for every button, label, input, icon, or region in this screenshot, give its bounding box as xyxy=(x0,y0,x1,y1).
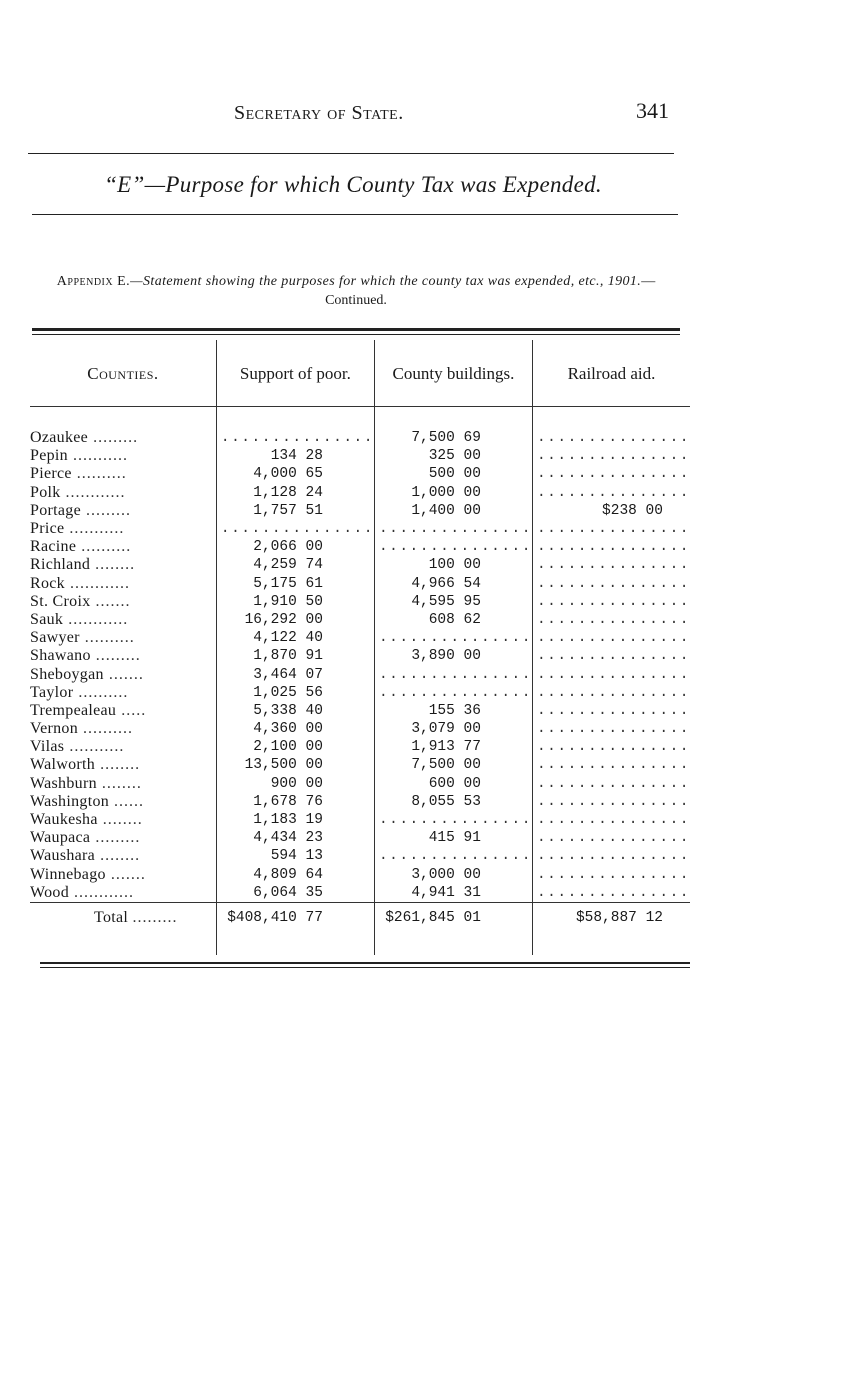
county-buildings-cell: 325 00 xyxy=(374,447,532,465)
dot-leader: ............... xyxy=(536,448,690,465)
county-cell: Taylor .......... xyxy=(30,683,129,701)
county-buildings-cell: 415 91 xyxy=(374,829,532,847)
total-label: Total xyxy=(94,908,129,926)
dot-leader: ............... xyxy=(220,430,374,447)
table-top-rule-thick xyxy=(32,328,680,331)
county-name: Winnebago xyxy=(30,865,106,883)
railroad-aid-cell xyxy=(532,702,690,720)
support-of-poor-cell: 16,292 00 xyxy=(216,611,374,629)
dot-leader: ............... xyxy=(536,539,690,556)
county-tax-table xyxy=(30,340,690,955)
county-name: Wood xyxy=(30,883,70,901)
county-buildings-cell: 7,500 00 xyxy=(374,756,532,774)
dot-leader: ............... xyxy=(536,775,690,792)
support-of-poor-cell: 4,360 00 xyxy=(216,720,374,738)
appendix-lead: Appendix E. xyxy=(56,274,131,289)
dot-leader: ............... xyxy=(378,684,532,701)
county-name: Waushara xyxy=(30,847,96,865)
table-bottom-rule-thin xyxy=(40,967,690,968)
support-of-poor-cell: 4,000 65 xyxy=(216,465,374,483)
railroad-aid-cell xyxy=(532,629,690,647)
dot-leader: ............... xyxy=(378,666,532,683)
railroad-aid-cell xyxy=(532,429,690,447)
county-buildings-cell: 155 36 xyxy=(374,702,532,720)
table-row xyxy=(30,629,690,647)
dot-leader: ............... xyxy=(536,866,690,883)
railroad-aid-cell xyxy=(532,611,690,629)
support-of-poor-cell xyxy=(216,520,374,538)
dot-leader: ............... xyxy=(536,575,690,592)
railroad-aid-cell xyxy=(532,756,690,774)
support-of-poor-cell: 134 28 xyxy=(216,447,374,465)
county-name: Washburn xyxy=(30,774,97,792)
table-row xyxy=(30,484,690,502)
county-cell: Vernon .......... xyxy=(30,720,134,738)
column-header-railroad-aid: Railroad aid. xyxy=(532,340,690,407)
county-buildings-cell xyxy=(374,520,532,538)
dot-leader: ............... xyxy=(378,630,532,647)
table-header-row xyxy=(30,340,690,407)
dot-leader: ............... xyxy=(536,757,690,774)
dot-leader: ............... xyxy=(378,521,532,538)
county-name: Shawano xyxy=(30,647,91,665)
support-of-poor-cell: 1,870 91 xyxy=(216,647,374,665)
county-buildings-cell: 4,941 31 xyxy=(374,884,532,903)
column-header-county-buildings: County buildings. xyxy=(374,340,532,407)
table-body xyxy=(30,407,690,903)
county-cell: Waupaca ......... xyxy=(30,829,141,847)
county-buildings-cell: 3,079 00 xyxy=(374,720,532,738)
county-cell: Vilas ........... xyxy=(30,738,125,756)
support-of-poor-cell: 4,122 40 xyxy=(216,629,374,647)
county-buildings-cell: 8,055 53 xyxy=(374,793,532,811)
railroad-aid-cell xyxy=(532,447,690,465)
county-name: Sawyer xyxy=(30,629,80,647)
county-buildings-cell: 3,890 00 xyxy=(374,647,532,665)
total-label-cell: Total ......... xyxy=(30,902,216,955)
table-row xyxy=(30,738,690,756)
support-of-poor-cell: 1,678 76 xyxy=(216,793,374,811)
county-name: Richland xyxy=(30,556,91,574)
dot-leader: ............... xyxy=(378,539,532,556)
county-cell: St. Croix ....... xyxy=(30,592,131,610)
table-row xyxy=(30,447,690,465)
county-buildings-cell: 4,595 95 xyxy=(374,593,532,611)
support-of-poor-cell: 5,175 61 xyxy=(216,575,374,593)
support-of-poor-cell xyxy=(216,429,374,447)
dot-leader: ............... xyxy=(536,557,690,574)
total-railroad-aid: $58,887 12 xyxy=(532,902,690,955)
railroad-aid-cell xyxy=(532,665,690,683)
table-top-rule-thin xyxy=(32,334,680,335)
county-name: Pierce xyxy=(30,465,72,483)
table-row xyxy=(30,884,690,903)
dot-leader: ............... xyxy=(536,830,690,847)
county-name: Walworth xyxy=(30,756,96,774)
county-cell: Pierce .......... xyxy=(30,465,127,483)
table-row xyxy=(30,502,690,520)
railroad-aid-cell xyxy=(532,811,690,829)
dot-leader: ............... xyxy=(536,739,690,756)
column-header-support-of-poor: Support of poor. xyxy=(216,340,374,407)
railroad-aid-cell xyxy=(532,829,690,847)
support-of-poor-cell: 2,100 00 xyxy=(216,738,374,756)
county-name: Vilas xyxy=(30,738,65,756)
railroad-aid-cell xyxy=(532,793,690,811)
column-header-counties: Counties. xyxy=(30,340,216,407)
appendix-continued: —Continued. xyxy=(325,274,656,308)
support-of-poor-cell: 3,464 07 xyxy=(216,665,374,683)
county-cell: Sheboygan ....... xyxy=(30,665,144,683)
county-cell: Portage ......... xyxy=(30,501,131,519)
county-cell: Pepin ........... xyxy=(30,447,128,465)
railroad-aid-cell xyxy=(532,775,690,793)
county-cell: Winnebago ....... xyxy=(30,865,146,883)
table-row xyxy=(30,775,690,793)
table-row xyxy=(30,556,690,574)
county-buildings-cell: 3,000 00 xyxy=(374,866,532,884)
county-buildings-cell: 608 62 xyxy=(374,611,532,629)
county-buildings-cell xyxy=(374,629,532,647)
railroad-aid-cell xyxy=(532,556,690,574)
support-of-poor-cell: 594 13 xyxy=(216,847,374,865)
county-buildings-cell: 4,966 54 xyxy=(374,575,532,593)
county-name: Vernon xyxy=(30,720,79,738)
county-buildings-cell xyxy=(374,665,532,683)
dot-leader: ............... xyxy=(536,666,690,683)
table-row xyxy=(30,829,690,847)
county-cell: Richland ........ xyxy=(30,556,136,574)
county-buildings-cell: 500 00 xyxy=(374,465,532,483)
dot-leader: ............... xyxy=(536,430,690,447)
county-name: St. Croix xyxy=(30,592,91,610)
dot-leader: ............... xyxy=(536,648,690,665)
support-of-poor-cell: 900 00 xyxy=(216,775,374,793)
county-buildings-cell xyxy=(374,684,532,702)
county-name: Pepin xyxy=(30,447,68,465)
county-cell: Waushara ........ xyxy=(30,847,141,865)
county-name: Waukesha xyxy=(30,811,98,829)
county-buildings-cell: 1,913 77 xyxy=(374,738,532,756)
table-row xyxy=(30,465,690,483)
table-row xyxy=(30,702,690,720)
railroad-aid-cell xyxy=(532,465,690,483)
county-buildings-cell xyxy=(374,811,532,829)
table-row xyxy=(30,575,690,593)
dot-leader: ............... xyxy=(536,702,690,719)
page-header xyxy=(0,98,844,128)
county-name: Taylor xyxy=(30,683,74,701)
county-name: Rock xyxy=(30,574,65,592)
table-row xyxy=(30,720,690,738)
dot-leader: ............... xyxy=(536,884,690,901)
railroad-aid-cell xyxy=(532,847,690,865)
dot-leader: ............... xyxy=(536,721,690,738)
railroad-aid-cell: $238 00 xyxy=(532,502,690,520)
total-row xyxy=(30,902,690,955)
county-buildings-cell: 100 00 xyxy=(374,556,532,574)
dot-leader: ............... xyxy=(378,848,532,865)
support-of-poor-cell: 1,183 19 xyxy=(216,811,374,829)
appendix-description: —Statement showing the purposes for which the county tax was expended, etc., 1901. xyxy=(130,274,642,289)
county-cell: Ozaukee ......... xyxy=(30,429,139,447)
county-name: Washington xyxy=(30,792,110,810)
support-of-poor-cell: 1,757 51 xyxy=(216,502,374,520)
county-cell: Sawyer .......... xyxy=(30,629,135,647)
table-spacer-row xyxy=(30,407,690,430)
support-of-poor-cell: 4,809 64 xyxy=(216,866,374,884)
support-of-poor-cell: 5,338 40 xyxy=(216,702,374,720)
county-name: Sauk xyxy=(30,610,64,628)
railroad-aid-cell xyxy=(532,647,690,665)
dot-leader: ............... xyxy=(536,793,690,810)
dot-leader: ............... xyxy=(220,521,374,538)
table-row xyxy=(30,793,690,811)
dot-leader: ............... xyxy=(536,848,690,865)
support-of-poor-cell: 4,434 23 xyxy=(216,829,374,847)
county-cell: Walworth ........ xyxy=(30,756,141,774)
county-cell: Trempealeau ..... xyxy=(30,701,147,719)
table-row xyxy=(30,520,690,538)
county-name: Polk xyxy=(30,483,61,501)
dot-leader: ............... xyxy=(536,684,690,701)
title-top-rule xyxy=(28,153,674,154)
page-number: 341 xyxy=(636,98,669,123)
county-buildings-cell xyxy=(374,847,532,865)
county-cell: Washburn ........ xyxy=(30,774,142,792)
county-buildings-cell: 1,400 00 xyxy=(374,502,532,520)
railroad-aid-cell xyxy=(532,484,690,502)
county-buildings-cell: 7,500 69 xyxy=(374,429,532,447)
dot-leader: ............... xyxy=(536,466,690,483)
county-name: Sheboygan xyxy=(30,665,104,683)
county-cell: Wood ............ xyxy=(30,883,135,901)
railroad-aid-cell xyxy=(532,575,690,593)
county-cell: Rock ............ xyxy=(30,574,130,592)
support-of-poor-cell: 2,066 00 xyxy=(216,538,374,556)
county-cell: Washington ...... xyxy=(30,792,145,810)
table-row xyxy=(30,811,690,829)
county-buildings-cell: 600 00 xyxy=(374,775,532,793)
support-of-poor-cell: 1,910 50 xyxy=(216,593,374,611)
dot-leader: ............... xyxy=(536,521,690,538)
running-title: Secretary of State. xyxy=(234,102,404,124)
county-cell: Racine .......... xyxy=(30,538,132,556)
table-row xyxy=(30,611,690,629)
table-row xyxy=(30,756,690,774)
railroad-aid-cell xyxy=(532,720,690,738)
table-row xyxy=(30,665,690,683)
support-of-poor-cell: 4,259 74 xyxy=(216,556,374,574)
dot-leader: ............... xyxy=(536,630,690,647)
support-of-poor-cell: 6,064 35 xyxy=(216,884,374,903)
table-row xyxy=(30,684,690,702)
county-cell: Polk ............ xyxy=(30,483,126,501)
dot-leader: ............... xyxy=(536,593,690,610)
table-row xyxy=(30,429,690,447)
county-cell: Waukesha ........ xyxy=(30,811,143,829)
county-name: Waupaca xyxy=(30,829,91,847)
appendix-caption xyxy=(32,272,680,310)
section-title: “E”—Purpose for which County Tax was Expended. xyxy=(104,172,602,197)
railroad-aid-cell xyxy=(532,884,690,903)
railroad-aid-cell xyxy=(532,866,690,884)
dot-leader: ............... xyxy=(536,812,690,829)
county-name: Ozaukee xyxy=(30,429,89,447)
railroad-aid-cell xyxy=(532,520,690,538)
table-row xyxy=(30,593,690,611)
table-row xyxy=(30,538,690,556)
dot-leader: ............... xyxy=(378,812,532,829)
county-buildings-cell: 1,000 00 xyxy=(374,484,532,502)
table-row xyxy=(30,866,690,884)
total-support-of-poor: $408,410 77 xyxy=(216,902,374,955)
table-row xyxy=(30,647,690,665)
railroad-aid-cell xyxy=(532,538,690,556)
county-name: Trempealeau xyxy=(30,701,117,719)
county-cell: Price ........... xyxy=(30,520,125,538)
support-of-poor-cell: 1,128 24 xyxy=(216,484,374,502)
county-cell: Shawano ......... xyxy=(30,647,141,665)
support-of-poor-cell: 1,025 56 xyxy=(216,684,374,702)
dot-leader: ............... xyxy=(536,611,690,628)
railroad-aid-cell xyxy=(532,593,690,611)
title-bottom-rule xyxy=(32,214,678,215)
table-row xyxy=(30,847,690,865)
railroad-aid-cell xyxy=(532,738,690,756)
railroad-aid-cell xyxy=(532,684,690,702)
county-cell: Sauk ............ xyxy=(30,610,129,628)
dot-leader: ............... xyxy=(536,484,690,501)
county-name: Portage xyxy=(30,501,81,519)
county-name: Price xyxy=(30,520,65,538)
table-bottom-rule-thick xyxy=(40,962,690,964)
total-county-buildings: $261,845 01 xyxy=(374,902,532,955)
support-of-poor-cell: 13,500 00 xyxy=(216,756,374,774)
county-buildings-cell xyxy=(374,538,532,556)
county-name: Racine xyxy=(30,538,77,556)
